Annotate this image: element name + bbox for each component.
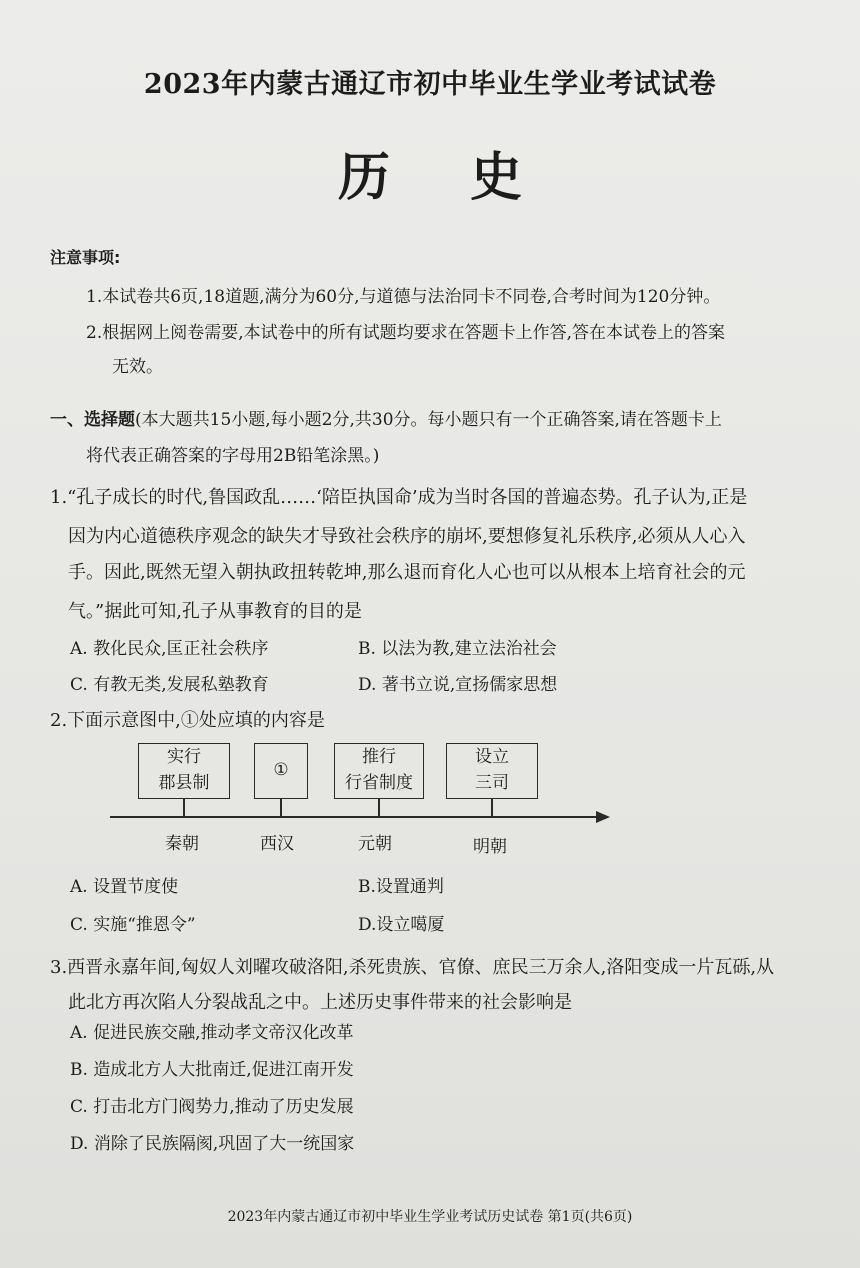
notice-heading: 注意事项: — [50, 248, 121, 267]
q1-stem-line-3: 手。因此,既然无望入朝执政扭转乾坤,那么退而育化人心也可以从根本上培育社会的元 — [68, 562, 746, 583]
diagram-box-yuan-line-2: 行省制度 — [345, 773, 413, 793]
q3-stem-line-2: 此北方再次陷人分裂战乱之中。上述历史事件带来的社会影响是 — [68, 992, 572, 1013]
q2-stem: 2.下面示意图中,①处应填的内容是 — [50, 710, 325, 731]
q3-option-c: C. 打击北方门阀势力,推动了历史发展 — [70, 1097, 354, 1117]
diagram-box-yuan-line-1: 推行 — [362, 747, 396, 767]
section-instructions-2: 将代表正确答案的字母用2B铅笔涂黑。) — [86, 446, 380, 466]
diagram-tick-4 — [491, 799, 493, 816]
diagram-box-ming-line-2: 三司 — [475, 773, 509, 793]
notice-item-1: 1.本试卷共6页,18道题,满分为60分,与道德与法治同卡不同卷,合考时间为120分钟。 — [86, 287, 721, 307]
q2-option-b: B.设置通判 — [358, 877, 444, 897]
subject-title: 历史 — [337, 147, 602, 208]
diagram-label-yuan: 元朝 — [358, 834, 392, 854]
q1-option-b: B. 以法为教,建立法治社会 — [358, 639, 557, 659]
timeline-axis — [110, 816, 600, 818]
q2-option-a: A. 设置节度使 — [70, 877, 179, 897]
q2-option-d: D.设立噶厦 — [358, 915, 445, 935]
diagram-box-qin-line-2: 郡县制 — [158, 773, 210, 793]
diagram-box-blank — [254, 743, 308, 799]
diagram-box-ming — [446, 743, 538, 799]
section-instructions-1: (本大题共15小题,每小题2分,共30分。每小题只有一个正确答案,请在答题卡上 — [135, 410, 722, 430]
diagram-label-ming: 明朝 — [473, 837, 507, 857]
diagram-box-qin — [138, 743, 230, 799]
page-footer: 2023年内蒙古通辽市初中毕业生学业考试历史试卷 第1页(共6页) — [227, 1209, 633, 1225]
section-label: 一、选择题 — [50, 410, 135, 430]
diagram-label-xihan: 西汉 — [260, 834, 294, 854]
diagram-tick-1 — [183, 799, 185, 816]
diagram-box-ming-line-1: 设立 — [475, 747, 509, 767]
timeline-arrow-icon — [596, 811, 610, 823]
q2-option-c: C. 实施“推恩令” — [70, 915, 196, 935]
q1-stem-line-1: 1.“孔子成长的时代,鲁国政乱……‘陪臣执国命’成为当时各国的普遍态势。孔子认为,正是 — [50, 487, 748, 508]
notice-item-2-line-2: 无效。 — [112, 357, 163, 377]
diagram-tick-3 — [378, 799, 380, 816]
q3-option-d: D. 消除了民族隔阂,巩固了大一统国家 — [70, 1134, 355, 1154]
notice-item-2-line-1: 2.根据网上阅卷需要,本试卷中的所有试题均要求在答题卡上作答,答在本试卷上的答案 — [86, 323, 726, 343]
q3-stem-line-1: 3.西晋永嘉年间,匈奴人刘曜攻破洛阳,杀死贵族、官僚、庶民三万余人,洛阳变成一片瓦砾,从 — [50, 957, 775, 978]
q1-option-a: A. 教化民众,匡正社会秩序 — [70, 639, 269, 659]
section-heading — [50, 405, 722, 430]
diagram-box-qin-line-1: 实行 — [167, 747, 201, 767]
q1-stem-line-2: 因为内心道德秩序观念的缺失才导致社会秩序的崩坏,要想修复礼乐秩序,必须从人心入 — [68, 526, 746, 547]
exam-title: 2023年内蒙古通辽市初中毕业生学业考试试卷 — [143, 69, 717, 100]
q3-option-a: A. 促进民族交融,推动孝文帝汉化改革 — [70, 1023, 354, 1043]
diagram-label-qin: 秦朝 — [165, 834, 199, 854]
diagram-box-yuan — [334, 743, 424, 799]
diagram-tick-2 — [280, 799, 282, 816]
q1-option-c: C. 有教无类,发展私塾教育 — [70, 675, 269, 695]
q1-stem-line-4: 气。”据此可知,孔子从事教育的目的是 — [68, 601, 362, 622]
q3-option-b: B. 造成北方人大批南迁,促进江南开发 — [70, 1060, 354, 1080]
diagram-box-blank-marker: ① — [273, 760, 289, 780]
q1-option-d: D. 著书立说,宣扬儒家思想 — [358, 675, 558, 695]
